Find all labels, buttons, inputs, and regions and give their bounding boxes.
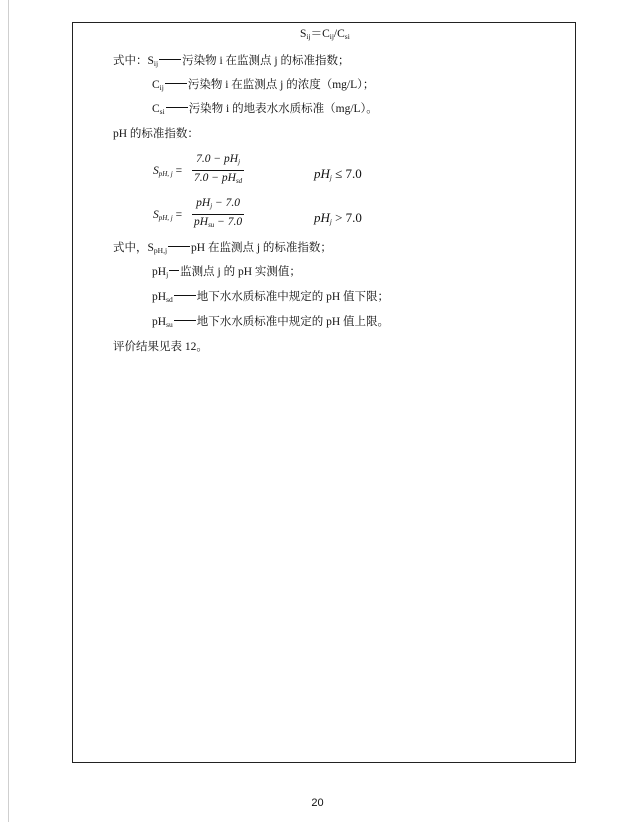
definition-text: 污染物 i 的地表水水质标准（mg/L）。	[188, 103, 378, 115]
eq1-den-text: 7.0 − pH	[194, 172, 236, 184]
formula-sij	[300, 27, 350, 44]
eq1-equals: =	[175, 165, 183, 177]
formula-s: S	[300, 28, 307, 40]
symbol: C	[152, 103, 160, 115]
ph-heading: pH 的标准指数：	[113, 128, 199, 140]
em-dash	[168, 246, 190, 247]
em-dash	[169, 270, 179, 271]
definition-text: 污染物 i 在监测点 j 的浓度（mg/L）；	[187, 79, 375, 91]
eq2-den-text: pH	[194, 216, 209, 228]
formula-eq: ＝C	[310, 28, 330, 40]
definition-prefix: 式中：	[113, 55, 148, 67]
eq1-lhs	[153, 164, 182, 181]
definition-prefix: 式中，	[113, 242, 148, 254]
formula-slash: /C	[333, 28, 345, 40]
eq2-condition	[314, 210, 362, 226]
symbol: pH	[152, 266, 167, 278]
symbol-sub: j	[166, 270, 169, 279]
eq2-s: S	[153, 209, 159, 221]
definition-csi	[152, 102, 378, 119]
symbol: S	[147, 242, 154, 254]
eq2-den-rest: − 7.0	[214, 216, 243, 228]
eq2-num-sub: j	[210, 202, 213, 210]
eq1-s: S	[153, 165, 159, 177]
formula-c-sub: ij	[329, 32, 334, 41]
eq1-cond-sub: j	[329, 174, 332, 182]
page-number: 20	[311, 797, 324, 809]
eq1-den-sub: sd	[235, 177, 243, 185]
eq2-s-sub: pH, j	[158, 214, 173, 222]
eq1-num-sub: j	[238, 158, 241, 166]
definition-text: 污染物 i 在监测点 j 的标准指数；	[182, 55, 350, 67]
eq1-cond-rest: ≤ 7.0	[331, 166, 362, 181]
symbol-sub: si	[159, 107, 165, 116]
eq2-den-sub: su	[208, 221, 215, 229]
symbol: C	[152, 79, 160, 91]
definition-phj	[152, 265, 301, 282]
definition-text: 监测点 j 的 pH 实测值；	[180, 266, 301, 278]
eq2-num-text: pH	[196, 197, 211, 209]
eq1-num-text: 7.0 − pH	[196, 153, 239, 165]
page-edge-rule	[8, 0, 9, 822]
definition-text: 地下水水质标准中规定的 pH 值上限。	[196, 316, 390, 328]
symbol-sub: pH,j	[153, 246, 168, 255]
definition-sij	[113, 54, 349, 71]
eq2-equals: =	[175, 209, 183, 221]
symbol: S	[147, 55, 154, 67]
definition-cij	[152, 78, 374, 95]
eq2-cond-rest: > 7.0	[331, 210, 362, 225]
eq1-numerator	[192, 152, 244, 171]
eq1-denominator	[192, 171, 244, 189]
formula-s-sub: ij	[306, 32, 311, 41]
em-dash	[165, 83, 187, 84]
definition-phsu	[152, 315, 389, 332]
result-note: 评价结果见表 12。	[113, 341, 208, 353]
definition-phsd	[152, 290, 389, 307]
em-dash	[174, 295, 196, 296]
symbol-sub: ij	[159, 83, 164, 92]
eq1-s-sub: pH, j	[158, 170, 173, 178]
eq2-lhs	[153, 208, 182, 225]
definition-sph	[113, 241, 332, 258]
symbol: pH	[152, 316, 167, 328]
eq1-cond-ph: pH	[314, 166, 330, 181]
symbol-sub: ij	[153, 59, 159, 68]
em-dash	[166, 107, 188, 108]
eq2-numerator	[192, 196, 244, 215]
eq1-fraction	[192, 152, 244, 189]
definition-text: pH 在监测点 j 的标准指数；	[191, 242, 332, 254]
formula-d-sub: si	[344, 32, 350, 41]
symbol: pH	[152, 291, 167, 303]
eq2-denominator	[192, 215, 244, 233]
eq2-fraction	[192, 196, 244, 233]
em-dash	[159, 59, 181, 60]
symbol-sub: su	[166, 320, 173, 329]
definition-text: 地下水水质标准中规定的 pH 值下限；	[196, 291, 390, 303]
eq2-cond-ph: pH	[314, 210, 330, 225]
eq2-cond-sub: j	[329, 218, 332, 226]
em-dash	[174, 320, 196, 321]
eq1-condition	[314, 166, 362, 182]
symbol-sub: sd	[166, 295, 173, 304]
eq2-num-rest: − 7.0	[212, 197, 241, 209]
